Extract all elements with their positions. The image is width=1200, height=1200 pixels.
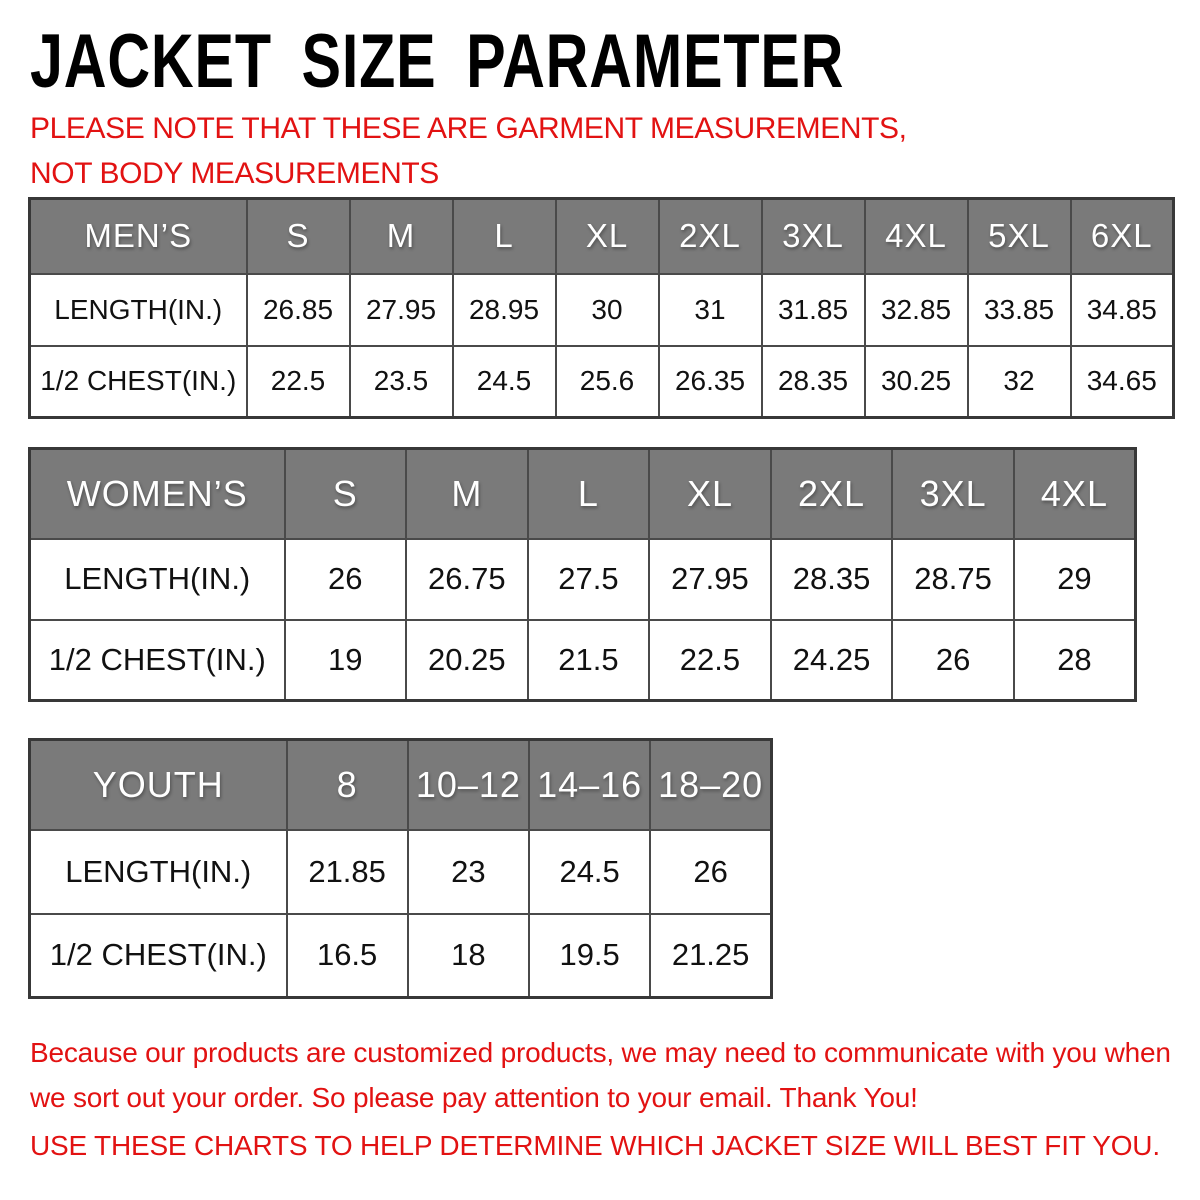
measurement-row bbox=[30, 914, 772, 998]
measurement-value-cell: 34.65 bbox=[1071, 346, 1174, 418]
measurement-value-cell: 26.35 bbox=[659, 346, 762, 418]
size-header-cell: XL bbox=[649, 449, 771, 539]
measurement-value-cell: 23 bbox=[408, 830, 529, 914]
measurement-value-cell: 26 bbox=[285, 539, 407, 620]
measurement-value-cell: 18 bbox=[408, 914, 529, 998]
measurement-row bbox=[30, 539, 1136, 620]
size-header-cell: 14–16 bbox=[529, 740, 650, 830]
measurement-value-cell: 27.95 bbox=[649, 539, 771, 620]
measurement-value-cell: 28.75 bbox=[892, 539, 1014, 620]
measurement-row bbox=[30, 620, 1136, 701]
size-header-row bbox=[30, 740, 772, 830]
size-header-cell: L bbox=[453, 199, 556, 274]
measurement-value-cell: 30.25 bbox=[865, 346, 968, 418]
size-header-cell: 3XL bbox=[892, 449, 1014, 539]
page-title: JACKET SIZE PARAMETER bbox=[30, 19, 845, 104]
size-header-cell: 10–12 bbox=[408, 740, 529, 830]
measurement-row bbox=[30, 274, 1174, 346]
measurement-value-cell: 26 bbox=[892, 620, 1014, 701]
size-header-cell: 2XL bbox=[659, 199, 762, 274]
measurement-value-cell: 27.5 bbox=[528, 539, 650, 620]
measurement-value-cell: 20.25 bbox=[406, 620, 528, 701]
measurement-value-cell: 34.85 bbox=[1071, 274, 1174, 346]
measurement-value-cell: 29 bbox=[1014, 539, 1136, 620]
size-header-cell: S bbox=[285, 449, 407, 539]
measurement-value-cell: 28.95 bbox=[453, 274, 556, 346]
womens-size-table bbox=[28, 447, 1137, 702]
measurement-value-cell: 32 bbox=[968, 346, 1071, 418]
size-header-cell: 6XL bbox=[1071, 199, 1174, 274]
measurement-value-cell: 26.85 bbox=[247, 274, 350, 346]
measurement-value-cell: 26.75 bbox=[406, 539, 528, 620]
measurement-value-cell: 21.85 bbox=[287, 830, 408, 914]
measurement-value-cell: 28.35 bbox=[771, 539, 893, 620]
measurement-value-cell: 21.5 bbox=[528, 620, 650, 701]
size-header-cell: S bbox=[247, 199, 350, 274]
measurement-value-cell: 19 bbox=[285, 620, 407, 701]
measurement-value-cell: 24.25 bbox=[771, 620, 893, 701]
size-header-cell: 2XL bbox=[771, 449, 893, 539]
size-header-cell: M bbox=[350, 199, 453, 274]
measurement-row bbox=[30, 346, 1174, 418]
measurement-value-cell: 27.95 bbox=[350, 274, 453, 346]
chart-usage-note: USE THESE CHARTS TO HELP DETERMINE WHICH JACKET SIZE WILL BEST FIT YOU. bbox=[30, 1130, 1160, 1161]
table-group-label: WOMEN’S bbox=[30, 449, 285, 539]
measurement-value-cell: 23.5 bbox=[350, 346, 453, 418]
measurement-value-cell: 32.85 bbox=[865, 274, 968, 346]
measurement-row-label: LENGTH(IN.) bbox=[30, 274, 247, 346]
size-header-row bbox=[30, 199, 1174, 274]
size-header-cell: 4XL bbox=[865, 199, 968, 274]
measurement-row-label: 1/2 CHEST(IN.) bbox=[30, 620, 285, 701]
measurement-row-label: LENGTH(IN.) bbox=[30, 830, 287, 914]
measurement-value-cell: 28 bbox=[1014, 620, 1136, 701]
measurement-row-label: 1/2 CHEST(IN.) bbox=[30, 914, 287, 998]
measurement-value-cell: 24.5 bbox=[453, 346, 556, 418]
customization-notice: Because our products are customized products, we may need to communicate with you when we sort out your order. So please pay attention to your email. Thank You! bbox=[30, 1037, 1171, 1114]
measurement-value-cell: 22.5 bbox=[649, 620, 771, 701]
size-header-cell: 4XL bbox=[1014, 449, 1136, 539]
measurement-value-cell: 16.5 bbox=[287, 914, 408, 998]
measurement-value-cell: 31.85 bbox=[762, 274, 865, 346]
table-group-label: YOUTH bbox=[30, 740, 287, 830]
size-header-cell: L bbox=[528, 449, 650, 539]
mens-size-table bbox=[28, 197, 1175, 419]
measurement-value-cell: 31 bbox=[659, 274, 762, 346]
measurement-value-cell: 28.35 bbox=[762, 346, 865, 418]
table-group-label: MEN’S bbox=[30, 199, 247, 274]
size-header-cell: 5XL bbox=[968, 199, 1071, 274]
size-header-cell: 8 bbox=[287, 740, 408, 830]
size-header-cell: 18–20 bbox=[650, 740, 771, 830]
youth-size-table bbox=[28, 738, 773, 999]
measurement-row bbox=[30, 830, 772, 914]
measurement-row-label: 1/2 CHEST(IN.) bbox=[30, 346, 247, 418]
measurement-value-cell: 24.5 bbox=[529, 830, 650, 914]
measurement-value-cell: 22.5 bbox=[247, 346, 350, 418]
measurement-value-cell: 21.25 bbox=[650, 914, 771, 998]
size-header-cell: XL bbox=[556, 199, 659, 274]
garment-measurement-note: PLEASE NOTE THAT THESE ARE GARMENT MEASUREMENTS, NOT BODY MEASUREMENTS bbox=[30, 112, 907, 190]
measurement-value-cell: 33.85 bbox=[968, 274, 1071, 346]
measurement-row-label: LENGTH(IN.) bbox=[30, 539, 285, 620]
measurement-value-cell: 26 bbox=[650, 830, 771, 914]
measurement-value-cell: 19.5 bbox=[529, 914, 650, 998]
size-header-cell: 3XL bbox=[762, 199, 865, 274]
measurement-value-cell: 25.6 bbox=[556, 346, 659, 418]
measurement-value-cell: 30 bbox=[556, 274, 659, 346]
size-header-row bbox=[30, 449, 1136, 539]
size-header-cell: M bbox=[406, 449, 528, 539]
